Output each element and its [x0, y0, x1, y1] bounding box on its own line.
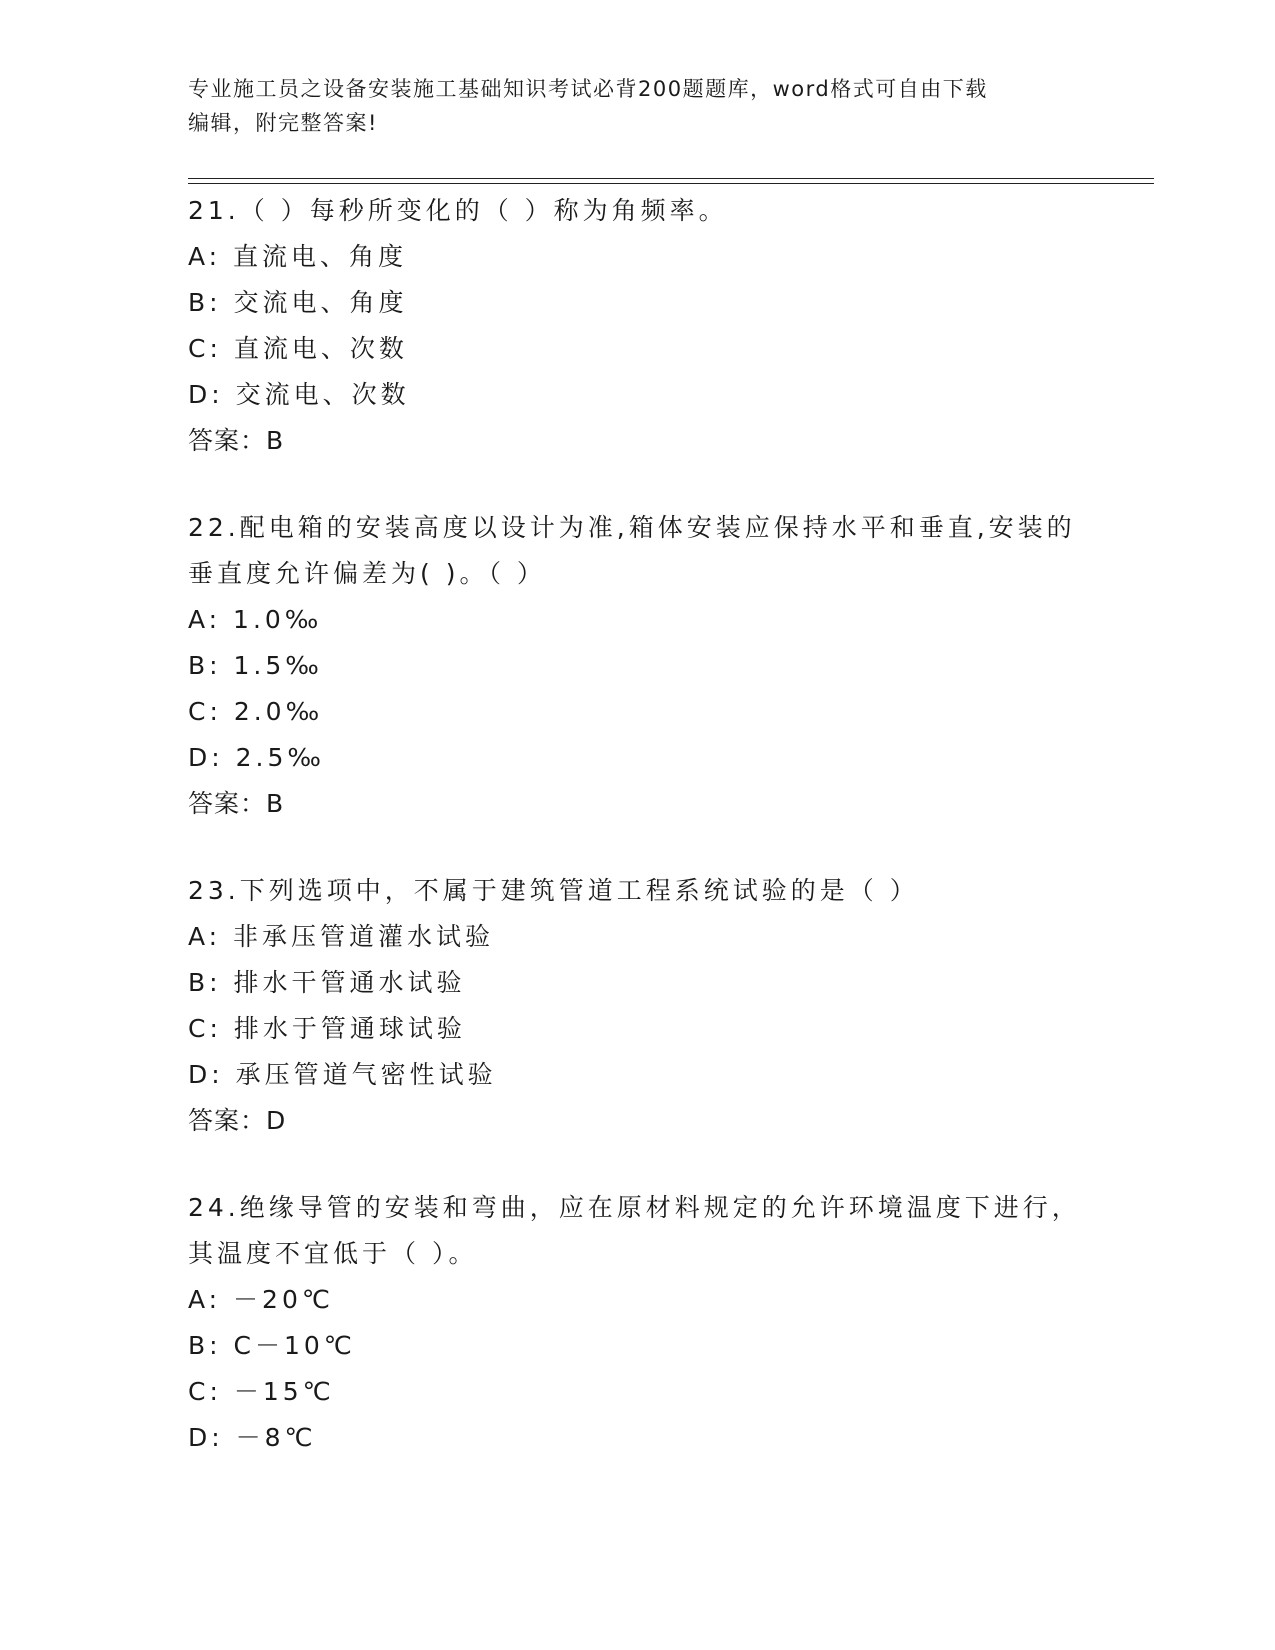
option-a: A: 非承压管道灌水试验	[188, 922, 495, 951]
answer-line: 答案：D	[188, 1106, 287, 1135]
question-stem: 22.配电箱的安装高度以设计为准,箱体安装应保持水平和垂直,安装的垂直度允许偏差为( )。（ ）	[188, 513, 1076, 588]
question-21	[188, 188, 1088, 464]
option-c: C: －15℃	[188, 1377, 335, 1406]
answer-line: 答案：B	[188, 426, 285, 455]
option-a: A: －20℃	[188, 1285, 334, 1314]
answer-line: 答案：B	[188, 789, 285, 818]
option-d: D: －8℃	[188, 1423, 317, 1452]
option-c: C: 2.0‰	[188, 697, 324, 726]
option-a: A: 直流电、角度	[188, 242, 408, 271]
question-24	[188, 1185, 1088, 1461]
document-header-note	[188, 72, 1068, 140]
header-divider-bottom	[188, 183, 1154, 184]
question-stem: 23.下列选项中，不属于建筑管道工程系统试验的是（ ）	[188, 876, 919, 905]
question-list	[188, 188, 1088, 1502]
header-divider-top	[188, 178, 1154, 179]
option-d: D: 交流电、次数	[188, 380, 410, 409]
option-b: B: C－10℃	[188, 1331, 356, 1360]
header-line-1: 专业施工员之设备安装施工基础知识考试必背200题题库，word格式可自由下载	[188, 77, 988, 101]
option-b: B: 排水干管通水试验	[188, 968, 466, 997]
question-stem: 21.（ ）每秒所变化的（ ）称为角频率。	[188, 196, 728, 225]
question-23	[188, 868, 1088, 1144]
header-line-2: 编辑，附完整答案!	[188, 111, 378, 135]
option-d: D: 承压管道气密性试验	[188, 1060, 497, 1089]
question-stem: 24.绝缘导管的安装和弯曲，应在原材料规定的允许环境温度下进行，其温度不宜低于（ ）。	[188, 1193, 1081, 1268]
option-c: C: 排水于管通球试验	[188, 1014, 466, 1043]
option-c: C: 直流电、次数	[188, 334, 408, 363]
question-22	[188, 505, 1088, 827]
option-b: B: 交流电、角度	[188, 288, 408, 317]
option-a: A: 1.0‰	[188, 605, 323, 634]
option-b: B: 1.5‰	[188, 651, 323, 680]
option-d: D: 2.5‰	[188, 743, 325, 772]
